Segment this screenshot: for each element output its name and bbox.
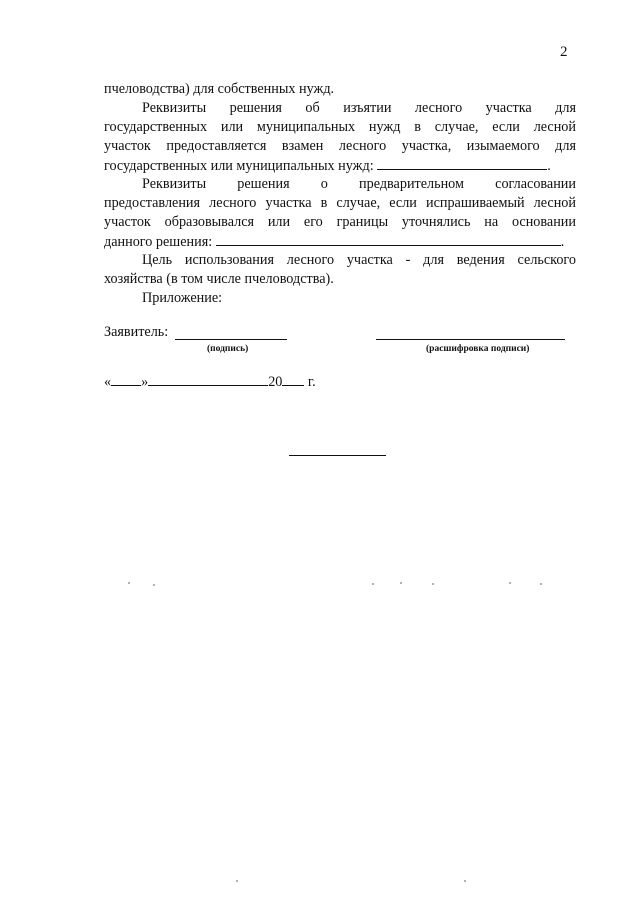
scan-dot [236,880,238,882]
period: . [547,158,551,174]
scan-dot [432,583,434,585]
scan-dot [400,582,402,584]
signature-caption: (подпись) [207,344,249,354]
decoding-caption: (расшифровка подписи) [426,344,530,354]
fill-blank-withdrawal [377,156,547,170]
date-line [104,372,316,391]
day-blank [111,372,141,386]
body-line-9 [104,232,576,250]
year-suffix: г. [307,374,316,390]
applicant-label: Заявитель: [104,324,169,340]
fill-blank-approval [216,232,561,246]
body-line-1: пчеловодства) для собственных нужд. [104,81,335,97]
year-blank [282,372,304,386]
body-line-11: хозяйства (в том числе пчеловодства). [104,271,334,287]
page-number: 2 [560,44,568,60]
scan-dot [372,583,374,585]
decoding-line [376,325,565,340]
body-line-9-text: данного решения: [104,234,213,250]
body-line-5 [104,156,576,174]
body-line-7: предоставления лесного участка в случае, если испрашиваемый лесной [104,195,576,211]
scan-dot [464,880,466,882]
body-line-4: участок предоставляется взамен лесного участка, изымаемого для [104,138,576,154]
period: . [560,234,565,250]
body-line-3: государственных или муниципальных нужд в случае, если лесной [104,119,576,135]
signature-line [175,325,287,340]
year-prefix: 20 [268,374,283,390]
date-open-quote: « [104,374,112,390]
body-line-5-text: государственных или муниципальных нужд: [104,158,374,174]
body-line-10: Цель использования лесного участка - для ведения сельского [142,252,576,268]
body-line-8: участок образовывался или его границы уточнялись на основании [104,214,576,230]
end-rule [289,455,386,456]
body-line-6: Реквизиты решения о предварительном согласовании [142,176,576,192]
scan-dot [128,582,130,584]
month-blank [148,372,268,386]
body-line-2: Реквизиты решения об изъятии лесного участка для [142,100,576,116]
date-close-quote: » [141,374,149,390]
attachment-label: Приложение: [142,290,223,306]
scan-dot [509,582,511,584]
scan-dot [540,583,542,585]
scan-dot [153,584,155,586]
